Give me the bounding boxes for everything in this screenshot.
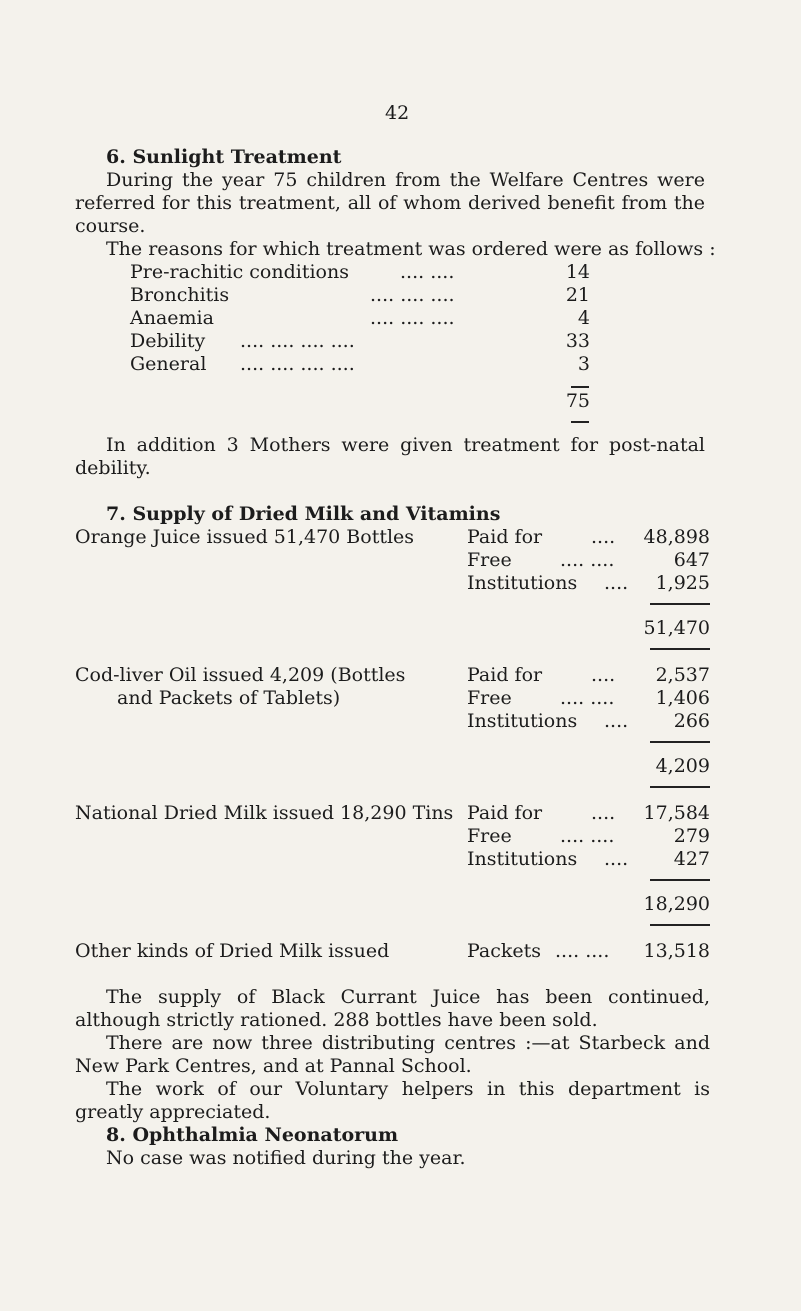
- supply-dots: .... ....: [560, 825, 615, 847]
- supply-value: 279: [673, 825, 710, 847]
- orange-juice-description: Orange Juice issued 51,470 Bottles: [75, 526, 415, 548]
- supply-label: Institutions: [467, 572, 578, 594]
- total-rule: [650, 603, 710, 605]
- supply-dots: .... ....: [560, 687, 615, 709]
- supply-label: Paid for: [467, 526, 543, 548]
- supply-value: 13,518: [643, 940, 710, 962]
- supply-dots: .... ....: [555, 940, 610, 962]
- reason-label: Anaemia: [130, 307, 214, 329]
- total-rule: [650, 741, 710, 743]
- total-rule: [650, 648, 710, 650]
- supply-total: 51,470: [643, 617, 710, 639]
- supply-label: Paid for: [467, 802, 543, 824]
- total-rule: [650, 924, 710, 926]
- supply-label: Institutions: [467, 848, 578, 870]
- supply-total: 4,209: [655, 755, 710, 777]
- section-6-heading: 6. Sunlight Treatment: [106, 146, 342, 168]
- total-rule: [571, 421, 589, 423]
- supply-dots: ....: [591, 526, 616, 548]
- supply-dots: ....: [591, 802, 616, 824]
- reason-dots: .... .... .... ....: [240, 353, 355, 375]
- reasons-total: 75: [565, 390, 590, 412]
- reason-label: Debility: [130, 330, 206, 352]
- other-dried-milk-description: Other kinds of Dried Milk issued: [75, 940, 390, 962]
- black-currant-paragraph: The supply of Black Currant Juice has been continued, although strictly rationed. 288 bottles have been sold.: [75, 986, 710, 1031]
- national-dried-milk-description: National Dried Milk issued 18,290 Tins: [75, 802, 454, 824]
- supply-label: Paid for: [467, 664, 543, 686]
- reason-label: Bronchitis: [130, 284, 230, 306]
- reason-dots: .... .... ....: [370, 284, 455, 306]
- voluntary-helpers-paragraph: The work of our Voluntary helpers in this department is greatly appreciated.: [75, 1078, 710, 1123]
- section-8-heading: 8. Ophthalmia Neonatorum: [106, 1124, 399, 1146]
- supply-label: Free: [467, 549, 512, 571]
- supply-label: Free: [467, 687, 512, 709]
- reason-value: 33: [565, 330, 590, 352]
- supply-total: 18,290: [643, 893, 710, 915]
- reason-label: General: [130, 353, 207, 375]
- supply-dots: ....: [604, 572, 629, 594]
- supply-dots: .... ....: [560, 549, 615, 571]
- supply-label: Free: [467, 825, 512, 847]
- section-6-paragraph-1: During the year 75 children from the Welfare Centres were referred for this treatment, all of whom derived benefit from the course.: [75, 169, 705, 237]
- supply-dots: ....: [604, 710, 629, 732]
- section-6-paragraph-3: In addition 3 Mothers were given treatment for post-natal debility.: [75, 434, 705, 479]
- total-rule: [650, 879, 710, 881]
- supply-dots: ....: [604, 848, 629, 870]
- supply-label: Packets: [467, 940, 542, 962]
- supply-label: Institutions: [467, 710, 578, 732]
- page-number: 42: [385, 102, 410, 124]
- supply-value: 1,406: [655, 687, 710, 709]
- reason-value: 14: [565, 261, 590, 283]
- supply-dots: ....: [591, 664, 616, 686]
- section-7-heading: 7. Supply of Dried Milk and Vitamins: [106, 503, 501, 525]
- reason-value: 4: [577, 307, 590, 329]
- supply-value: 647: [673, 549, 710, 571]
- distributing-centres-paragraph: There are now three distributing centres :—at Starbeck and New Park Centres, and at Pannal School.: [75, 1032, 710, 1077]
- supply-value: 17,584: [643, 802, 710, 824]
- supply-value: 427: [673, 848, 710, 870]
- section-8-text: No case was notified during the year.: [106, 1147, 466, 1169]
- supply-value: 2,537: [655, 664, 710, 686]
- supply-value: 1,925: [655, 572, 710, 594]
- total-rule: [650, 786, 710, 788]
- reason-label: Pre-rachitic conditions: [130, 261, 349, 283]
- reason-dots: .... ....: [400, 261, 455, 283]
- section-6-paragraph-2: The reasons for which treatment was ordered were as follows :: [106, 238, 716, 260]
- reason-dots: .... .... ....: [370, 307, 455, 329]
- cod-liver-description-line-2: and Packets of Tablets): [117, 687, 341, 709]
- total-rule: [571, 386, 589, 388]
- reason-value: 3: [577, 353, 590, 375]
- supply-value: 266: [673, 710, 710, 732]
- cod-liver-description-line-1: Cod-liver Oil issued 4,209 (Bottles: [75, 664, 406, 686]
- reason-value: 21: [565, 284, 590, 306]
- supply-value: 48,898: [643, 526, 710, 548]
- reason-dots: .... .... .... ....: [240, 330, 355, 352]
